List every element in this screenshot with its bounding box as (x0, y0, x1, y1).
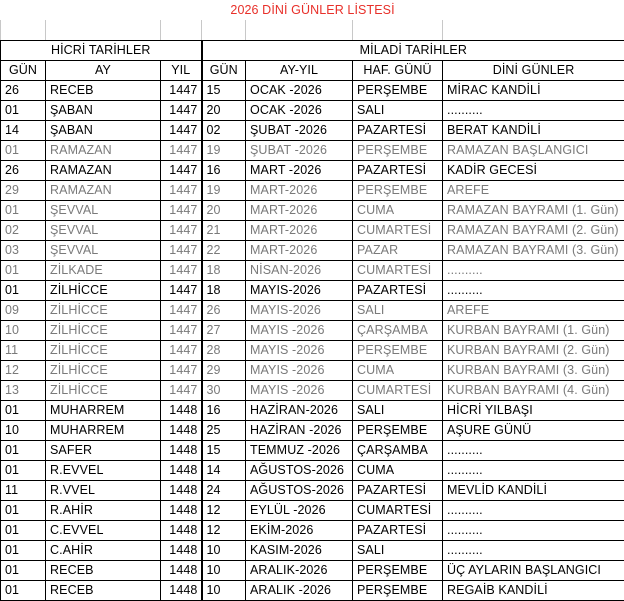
cell-miladi-day: 20 (202, 100, 246, 120)
cell-month-year: MART-2026 (246, 180, 353, 200)
table-row (1, 300, 624, 320)
cell-miladi-day: 15 (202, 440, 246, 460)
cell-hicri-day: 02 (1, 220, 46, 240)
cell-religious-day: KURBAN BAYRAMI (4. Gün) (443, 380, 624, 400)
cell-month-year: OCAK -2026 (246, 80, 353, 100)
cell-weekday: PERŞEMBE (353, 560, 443, 580)
cell-hicri-day: 01 (1, 200, 46, 220)
cell-hicri-day: 11 (1, 480, 46, 500)
cell-weekday: CUMARTESİ (353, 500, 443, 520)
cell-hicri-month: MUHARREM (46, 400, 161, 420)
empty-cell (246, 20, 353, 40)
empty-cell (443, 20, 624, 40)
cell-month-year: MAYIS -2026 (246, 380, 353, 400)
cell-religious-day: AREFE (443, 300, 624, 320)
cell-hicri-day: 13 (1, 380, 46, 400)
cell-month-year: MAYIS -2026 (246, 340, 353, 360)
table-row (1, 160, 624, 180)
miladi-group-header: MİLADİ TARİHLER (202, 40, 624, 60)
cell-hicri-year: 1447 (161, 200, 202, 220)
cell-hicri-year: 1447 (161, 220, 202, 240)
cell-miladi-day: 21 (202, 220, 246, 240)
cell-month-year: MAYIS-2026 (246, 300, 353, 320)
cell-month-year: TEMMUZ -2026 (246, 440, 353, 460)
cell-hicri-month: ZİLHİCCE (46, 380, 161, 400)
cell-religious-day: KURBAN BAYRAMI (2. Gün) (443, 340, 624, 360)
cell-weekday: CUMA (353, 360, 443, 380)
cell-hicri-month: R.EVVEL (46, 460, 161, 480)
header-hicri-month: AY (46, 60, 161, 80)
cell-month-year: MAYIS-2026 (246, 280, 353, 300)
cell-weekday: PAZARTESİ (353, 280, 443, 300)
table-row (1, 480, 624, 500)
cell-hicri-year: 1448 (161, 520, 202, 540)
cell-hicri-month: ŞEVVAL (46, 240, 161, 260)
cell-month-year: ARALIK-2026 (246, 560, 353, 580)
cell-month-year: MART -2026 (246, 160, 353, 180)
cell-miladi-day: 20 (202, 200, 246, 220)
cell-hicri-year: 1447 (161, 100, 202, 120)
cell-weekday: SALI (353, 400, 443, 420)
cell-hicri-year: 1448 (161, 420, 202, 440)
table-row (1, 420, 624, 440)
title-row (1, 0, 624, 20)
cell-hicri-year: 1448 (161, 580, 202, 600)
cell-religious-day: AŞURE GÜNÜ (443, 420, 624, 440)
cell-hicri-day: 01 (1, 260, 46, 280)
cell-weekday: SALI (353, 100, 443, 120)
cell-weekday: SALI (353, 300, 443, 320)
table-row (1, 380, 624, 400)
cell-hicri-year: 1447 (161, 320, 202, 340)
empty-cell (1, 20, 46, 40)
cell-weekday: PERŞEMBE (353, 580, 443, 600)
table-row (1, 140, 624, 160)
table-row (1, 280, 624, 300)
cell-month-year: ARALIK -2026 (246, 580, 353, 600)
cell-hicri-year: 1447 (161, 140, 202, 160)
cell-month-year: HAZİRAN -2026 (246, 420, 353, 440)
cell-hicri-month: RAMAZAN (46, 160, 161, 180)
cell-miladi-day: 16 (202, 160, 246, 180)
table-row (1, 460, 624, 480)
cell-religious-day: HİCRİ YILBAŞI (443, 400, 624, 420)
cell-religious-day: .......... (443, 100, 624, 120)
cell-hicri-month: ŞABAN (46, 100, 161, 120)
cell-miladi-day: 26 (202, 300, 246, 320)
header-month-year: AY-YIL (246, 60, 353, 80)
cell-weekday: PAZAR (353, 240, 443, 260)
cell-weekday: PAZARTESİ (353, 120, 443, 140)
cell-hicri-year: 1447 (161, 300, 202, 320)
cell-miladi-day: 10 (202, 540, 246, 560)
table-row (1, 560, 624, 580)
table-row (1, 100, 624, 120)
cell-miladi-day: 27 (202, 320, 246, 340)
cell-hicri-day: 01 (1, 520, 46, 540)
cell-miladi-day: 12 (202, 500, 246, 520)
cell-hicri-year: 1448 (161, 440, 202, 460)
cell-miladi-day: 15 (202, 80, 246, 100)
cell-weekday: CUMARTESİ (353, 220, 443, 240)
cell-hicri-month: ZİLHİCCE (46, 280, 161, 300)
cell-month-year: EKİM-2026 (246, 520, 353, 540)
cell-hicri-month: C.EVVEL (46, 520, 161, 540)
cell-miladi-day: 25 (202, 420, 246, 440)
table-row (1, 200, 624, 220)
cell-hicri-day: 10 (1, 420, 46, 440)
table-row (1, 240, 624, 260)
cell-hicri-year: 1448 (161, 480, 202, 500)
cell-hicri-month: R.VVEL (46, 480, 161, 500)
cell-miladi-day: 02 (202, 120, 246, 140)
cell-weekday: ÇARŞAMBA (353, 320, 443, 340)
cell-hicri-month: RECEB (46, 80, 161, 100)
cell-hicri-year: 1447 (161, 180, 202, 200)
cell-hicri-year: 1447 (161, 260, 202, 280)
cell-hicri-year: 1447 (161, 240, 202, 260)
group-header-row (1, 40, 624, 60)
empty-cell (161, 20, 202, 40)
cell-miladi-day: 29 (202, 360, 246, 380)
header-hicri-year: YIL (161, 60, 202, 80)
cell-religious-day: .......... (443, 460, 624, 480)
cell-hicri-day: 11 (1, 340, 46, 360)
cell-hicri-year: 1447 (161, 280, 202, 300)
cell-hicri-day: 03 (1, 240, 46, 260)
cell-month-year: EYLÜL -2026 (246, 500, 353, 520)
cell-hicri-month: ZİLHİCCE (46, 340, 161, 360)
table-row (1, 120, 624, 140)
cell-religious-day: RAMAZAN BAYRAMI (2. Gün) (443, 220, 624, 240)
cell-weekday: CUMA (353, 460, 443, 480)
cell-month-year: AĞUSTOS-2026 (246, 460, 353, 480)
cell-hicri-month: SAFER (46, 440, 161, 460)
cell-weekday: PERŞEMBE (353, 340, 443, 360)
cell-miladi-day: 10 (202, 580, 246, 600)
cell-hicri-month: RECEB (46, 560, 161, 580)
table-row (1, 500, 624, 520)
cell-hicri-month: RECEB (46, 580, 161, 600)
cell-religious-day: .......... (443, 520, 624, 540)
cell-weekday: PERŞEMBE (353, 80, 443, 100)
cell-weekday: CUMA (353, 200, 443, 220)
hicri-group-header: HİCRİ TARİHLER (1, 40, 202, 60)
cell-miladi-day: 30 (202, 380, 246, 400)
empty-cell (46, 20, 161, 40)
cell-hicri-day: 01 (1, 280, 46, 300)
cell-religious-day: .......... (443, 500, 624, 520)
cell-weekday: PERŞEMBE (353, 180, 443, 200)
cell-hicri-month: ZİLHİCCE (46, 320, 161, 340)
cell-hicri-month: ZİLKADE (46, 260, 161, 280)
column-header-row (1, 60, 624, 80)
table-row (1, 80, 624, 100)
cell-weekday: PAZARTESİ (353, 160, 443, 180)
table-row (1, 520, 624, 540)
table-row (1, 580, 624, 600)
cell-month-year: MAYIS -2026 (246, 360, 353, 380)
cell-religious-day: MİRAC KANDİLİ (443, 80, 624, 100)
cell-weekday: PERŞEMBE (353, 140, 443, 160)
cell-hicri-day: 01 (1, 440, 46, 460)
cell-hicri-month: ZİLHİCCE (46, 360, 161, 380)
cell-miladi-day: 28 (202, 340, 246, 360)
cell-weekday: PAZARTESİ (353, 520, 443, 540)
cell-weekday: CUMARTESİ (353, 380, 443, 400)
cell-hicri-year: 1448 (161, 400, 202, 420)
cell-miladi-day: 18 (202, 260, 246, 280)
cell-weekday: PAZARTESİ (353, 480, 443, 500)
cell-religious-day: .......... (443, 280, 624, 300)
cell-religious-day: .......... (443, 440, 624, 460)
cell-hicri-month: MUHARREM (46, 420, 161, 440)
cell-hicri-day: 01 (1, 460, 46, 480)
cell-hicri-month: RAMAZAN (46, 180, 161, 200)
table-row (1, 180, 624, 200)
cell-hicri-month: ŞEVVAL (46, 220, 161, 240)
cell-hicri-day: 29 (1, 180, 46, 200)
cell-hicri-day: 01 (1, 100, 46, 120)
cell-month-year: AĞUSTOS-2026 (246, 480, 353, 500)
cell-miladi-day: 12 (202, 520, 246, 540)
cell-religious-day: ÜÇ AYLARIN BAŞLANGICI (443, 560, 624, 580)
table-row (1, 260, 624, 280)
cell-miladi-day: 19 (202, 140, 246, 160)
cell-month-year: OCAK -2026 (246, 100, 353, 120)
cell-month-year: MART-2026 (246, 220, 353, 240)
cell-religious-day: .......... (443, 260, 624, 280)
header-hicri-day: GÜN (1, 60, 46, 80)
spacer-row (1, 20, 624, 40)
cell-hicri-day: 01 (1, 540, 46, 560)
header-miladi-day: GÜN (202, 60, 246, 80)
header-weekday: HAF. GÜNÜ (353, 60, 443, 80)
cell-hicri-day: 01 (1, 140, 46, 160)
cell-hicri-day: 01 (1, 560, 46, 580)
cell-hicri-day: 26 (1, 80, 46, 100)
cell-miladi-day: 24 (202, 480, 246, 500)
cell-month-year: MART-2026 (246, 240, 353, 260)
cell-religious-day: KURBAN BAYRAMI (3. Gün) (443, 360, 624, 380)
cell-religious-day: MEVLİD KANDİLİ (443, 480, 624, 500)
cell-hicri-day: 14 (1, 120, 46, 140)
table-row (1, 440, 624, 460)
empty-cell (202, 20, 246, 40)
cell-hicri-year: 1448 (161, 560, 202, 580)
table-row (1, 340, 624, 360)
cell-hicri-day: 01 (1, 400, 46, 420)
cell-hicri-day: 01 (1, 500, 46, 520)
cell-hicri-day: 10 (1, 320, 46, 340)
table-row (1, 400, 624, 420)
cell-weekday: ÇARŞAMBA (353, 440, 443, 460)
cell-hicri-year: 1447 (161, 80, 202, 100)
cell-hicri-year: 1447 (161, 160, 202, 180)
cell-hicri-year: 1447 (161, 360, 202, 380)
table-row (1, 220, 624, 240)
cell-miladi-day: 16 (202, 400, 246, 420)
cell-miladi-day: 22 (202, 240, 246, 260)
cell-hicri-month: ZİLHİCCE (46, 300, 161, 320)
cell-hicri-day: 09 (1, 300, 46, 320)
cell-miladi-day: 18 (202, 280, 246, 300)
cell-weekday: PERŞEMBE (353, 420, 443, 440)
cell-month-year: HAZİRAN-2026 (246, 400, 353, 420)
cell-hicri-year: 1448 (161, 500, 202, 520)
cell-miladi-day: 10 (202, 560, 246, 580)
cell-religious-day: AREFE (443, 180, 624, 200)
cell-hicri-month: ŞABAN (46, 120, 161, 140)
cell-month-year: MART-2026 (246, 200, 353, 220)
cell-hicri-month: R.AHİR (46, 500, 161, 520)
cell-hicri-month: RAMAZAN (46, 140, 161, 160)
cell-hicri-day: 01 (1, 580, 46, 600)
empty-cell (353, 20, 443, 40)
cell-hicri-month: C.AHİR (46, 540, 161, 560)
cell-month-year: MAYIS -2026 (246, 320, 353, 340)
cell-weekday: CUMARTESİ (353, 260, 443, 280)
table-row (1, 320, 624, 340)
cell-hicri-year: 1447 (161, 120, 202, 140)
cell-hicri-day: 26 (1, 160, 46, 180)
sheet-title: 2026 DİNİ GÜNLER LİSTESİ (230, 3, 395, 17)
cell-hicri-year: 1447 (161, 340, 202, 360)
cell-religious-day: KADİR GECESİ (443, 160, 624, 180)
cell-miladi-day: 19 (202, 180, 246, 200)
cell-hicri-year: 1448 (161, 540, 202, 560)
cell-month-year: ŞUBAT -2026 (246, 140, 353, 160)
cell-hicri-month: ŞEVVAL (46, 200, 161, 220)
cell-religious-day: RAMAZAN BAŞLANGICI (443, 140, 624, 160)
cell-month-year: KASIM-2026 (246, 540, 353, 560)
cell-religious-day: REGAİB KANDİLİ (443, 580, 624, 600)
header-religious-day: DİNİ GÜNLER (443, 60, 624, 80)
cell-religious-day: RAMAZAN BAYRAMI (1. Gün) (443, 200, 624, 220)
cell-hicri-day: 12 (1, 360, 46, 380)
cell-miladi-day: 14 (202, 460, 246, 480)
cell-weekday: SALI (353, 540, 443, 560)
cell-month-year: NİSAN-2026 (246, 260, 353, 280)
cell-hicri-year: 1448 (161, 460, 202, 480)
cell-religious-day: RAMAZAN BAYRAMI (3. Gün) (443, 240, 624, 260)
cell-month-year: ŞUBAT -2026 (246, 120, 353, 140)
cell-hicri-year: 1447 (161, 380, 202, 400)
table-row (1, 360, 624, 380)
cell-religious-day: KURBAN BAYRAMI (1. Gün) (443, 320, 624, 340)
cell-religious-day: .......... (443, 540, 624, 560)
table-row (1, 540, 624, 560)
cell-religious-day: BERAT KANDİLİ (443, 120, 624, 140)
